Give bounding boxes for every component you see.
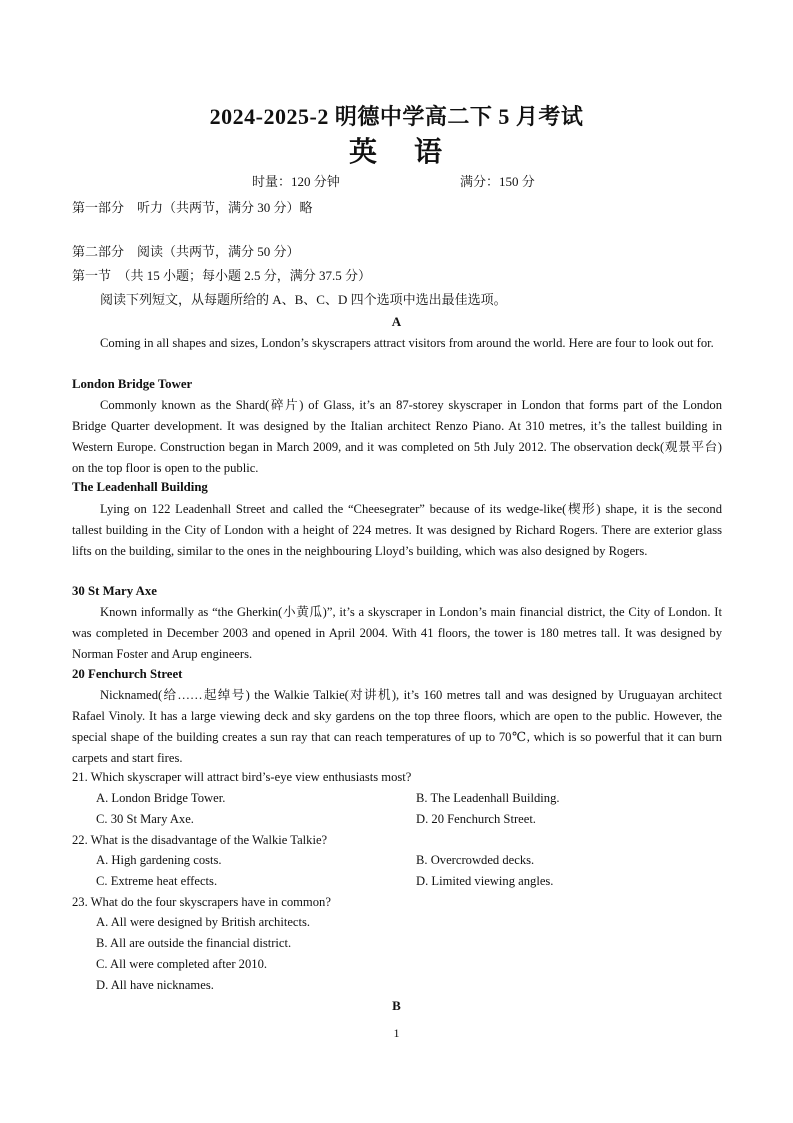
question-21-option-a: A. London Bridge Tower. xyxy=(96,791,226,805)
section-text-leadenhall: Lying on 122 Leadenhall Street and called the “Cheesegrater” because of its wedge-like(楔形) shape, it is the second tallest building in the City of London with a height of 224 metres. It was designed by Richard Rogers. There are exterior glass lifts on the building, similar to the ones in the neighbouring Lloyd’s building, which was also designed by Rogers. xyxy=(72,502,722,558)
question-22-option-d: D. Limited viewing angles. xyxy=(416,874,554,888)
subject-char-left: 英 xyxy=(348,137,379,168)
section-heading-london-bridge: London Bridge Tower xyxy=(72,377,193,391)
section-heading-st-mary-axe: 30 St Mary Axe xyxy=(72,584,157,598)
passage-a-label: A xyxy=(391,314,402,329)
part2-heading: 第二部分 阅读（共两节，满分 50 分） xyxy=(72,244,300,259)
question-22-option-a: A. High gardening costs. xyxy=(96,853,222,867)
question-23-option-c: C. All were completed after 2010. xyxy=(96,957,268,971)
question-22-option-b: B. Overcrowded decks. xyxy=(416,853,535,867)
question-23-option-a: A. All were designed by British architects. xyxy=(96,915,311,929)
time-limit: 时量：120 分钟 xyxy=(252,174,340,189)
section-text-london-bridge: Commonly known as the Shard(碎片) of Glass, it’s an 87-storey skyscraper in London that forms part of the London Bridge Quarter development. It was designed by the Italian architect Renzo Piano. At 310 metres, it’s the tallest building in Western Europe. Construction began in March 2009, and it was completed on 5th July 2012. The observation deck(观景平台) on the top floor is open to the public. xyxy=(72,398,722,475)
question-21-option-d: D. 20 Fenchurch Street. xyxy=(416,812,536,826)
page-number: 1 xyxy=(393,1026,400,1040)
question-21-option-b: B. The Leadenhall Building. xyxy=(416,791,560,805)
total-score: 满分：150 分 xyxy=(460,174,535,189)
passage-intro: Coming in all shapes and sizes, London’s skyscrapers attract visitors from around the world. Here are four to look out for. xyxy=(100,336,714,350)
question-22-option-c: C. Extreme heat effects. xyxy=(96,874,218,888)
section-text-fenchurch: Nicknamed(给……起绰号) the Walkie Talkie(对讲机), it’s 160 metres tall and was designed by Uruguayan architect Rafael Vinoly. It has a large viewing deck and sky gardens on the top three floors, which are open to the public. However, the special shape of the building creates a sun ray that can reach temperatures of up to 70℃, which is so powerful that it can burn carpets and start fires. xyxy=(72,688,722,765)
section-heading-leadenhall: The Leadenhall Building xyxy=(72,480,208,494)
question-23-stem: 23. What do the four skyscrapers have in common? xyxy=(72,895,331,909)
passage-b-label: B xyxy=(392,998,401,1013)
exam-title: 2024-2025-2 明德中学高二下 5 月考试 xyxy=(209,104,584,129)
part1-heading: 第一部分 听力（共两节，满分 30 分）略 xyxy=(72,200,313,215)
section1-heading: 第一节 （共 15 小题；每小题 2.5 分，满分 37.5 分） xyxy=(72,268,372,283)
section-heading-fenchurch: 20 Fenchurch Street xyxy=(72,667,183,681)
question-21-option-c: C. 30 St Mary Axe. xyxy=(96,812,194,826)
subject-title xyxy=(0,130,793,170)
question-23-option-d: D. All have nicknames. xyxy=(96,978,214,992)
subject-char-right: 语 xyxy=(413,137,444,168)
question-22-stem: 22. What is the disadvantage of the Walkie Talkie? xyxy=(72,833,328,847)
question-21-stem: 21. Which skyscraper will attract bird’s-eye view enthusiasts most? xyxy=(72,770,412,784)
question-23-option-b: B. All are outside the financial district. xyxy=(96,936,292,950)
instruction: 阅读下列短文，从每题所给的 A、B、C、D 四个选项中选出最佳选项。 xyxy=(100,292,507,307)
section-text-st-mary-axe: Known informally as “the Gherkin(小黄瓜)”, it’s a skyscraper in London’s main financial district, the City of London. It was completed in December 2003 and opened in April 2004. With 41 floors, the tower is 180 metres tall. It was designed by Norman Foster and Arup engineers. xyxy=(72,605,722,661)
